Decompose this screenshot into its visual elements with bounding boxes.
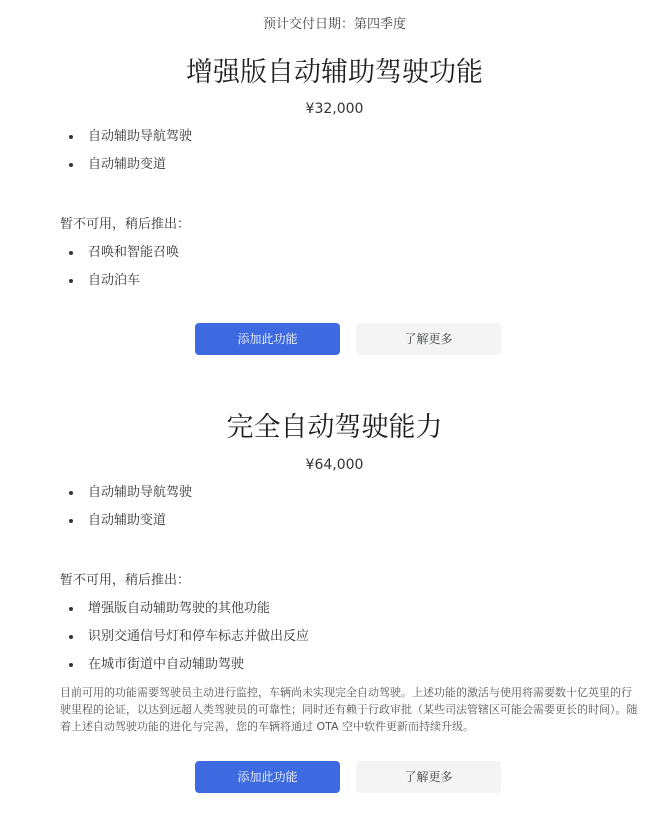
fsd-coming-soon-label: 暂不可用，稍后推出：: [60, 573, 191, 588]
eap-feature-list: [60, 123, 640, 179]
list-item: 识别交通信号灯和停车标志并做出反应: [60, 623, 640, 651]
fsd-add-feature-button[interactable]: 添加此功能: [195, 761, 340, 793]
list-item: 增强版自动辅助驾驶的其他功能: [60, 595, 640, 623]
eap-add-feature-button[interactable]: 添加此功能: [195, 323, 340, 355]
eap-learn-more-button[interactable]: 了解更多: [356, 323, 501, 355]
fsd-learn-more-button[interactable]: 了解更多: [356, 761, 501, 793]
list-item: 召唤和智能召唤: [60, 239, 640, 267]
list-item: 自动辅助导航驾驶: [60, 123, 640, 151]
list-item: 自动泊车: [60, 267, 640, 295]
list-item: 自动辅助变道: [60, 151, 640, 179]
fsd-feature-list: [60, 479, 640, 535]
eap-title: 增强版自动辅助驾驶功能: [186, 57, 483, 88]
fsd-title: 完全自动驾驶能力: [226, 412, 443, 443]
fsd-price: ¥64,000: [305, 457, 364, 473]
eap-price: ¥32,000: [305, 101, 364, 117]
list-item: 在城市街道中自动辅助驾驶: [60, 651, 640, 679]
list-item: 自动辅助变道: [60, 507, 640, 535]
fsd-coming-soon-list: [60, 595, 640, 679]
eap-coming-soon-label: 暂不可用，稍后推出：: [60, 217, 191, 232]
fsd-disclaimer: 目前可用的功能需要驾驶员主动进行监控，车辆尚未实现完全自动驾驶。上述功能的激活与使用将需要数十亿英里的行驶里程的论证，以达到远超人类驾驶员的可靠性；同时还有赖于行政审批（某些司法管辖区可能会需要更长的时间）。随着上述自动驾驶功能的进化与完善，您的车辆将通过 OTA 空中软件更新而持续升级。: [60, 686, 638, 733]
delivery-estimate: 预计交付日期：第四季度: [262, 17, 406, 32]
list-item: 自动辅助导航驾驶: [60, 479, 640, 507]
eap-coming-soon-list: [60, 239, 640, 295]
